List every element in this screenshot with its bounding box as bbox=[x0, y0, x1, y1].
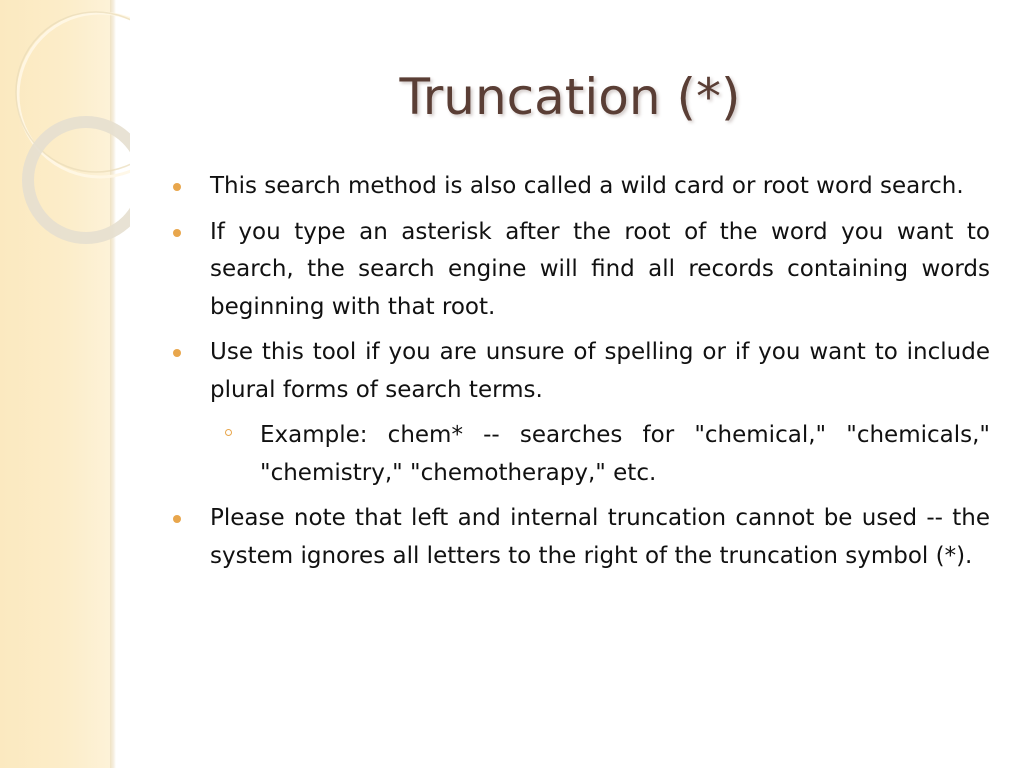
bullet-item bbox=[166, 214, 990, 327]
bullet-dot bbox=[173, 229, 181, 237]
bullet-dot bbox=[173, 349, 181, 357]
bullet-text: If you type an asterisk after the root of the word you want to search, the search engine will find all records containing words beginning with that root. bbox=[210, 218, 990, 320]
decorative-ring-small bbox=[28, 122, 130, 238]
bullet-dot bbox=[173, 515, 181, 523]
bullet-dot bbox=[173, 183, 181, 191]
bullet-text: This search method is also called a wild card or root word search. bbox=[210, 173, 964, 199]
bullet-item bbox=[166, 500, 990, 575]
slide-title: Truncation (*) bbox=[399, 68, 741, 126]
bullet-list bbox=[166, 168, 990, 583]
bullet-text: Use this tool if you are unsure of spelling or if you want to include plural forms of search terms. bbox=[210, 339, 990, 403]
bullet-item bbox=[166, 168, 990, 206]
decorative-circles bbox=[0, 0, 130, 260]
sub-bullet-item bbox=[166, 417, 990, 492]
sub-bullet-text: Example: chem* -- searches for "chemical," "chemicals," "chemistry," "chemotherapy," etc. bbox=[260, 422, 990, 486]
bullet-item bbox=[166, 334, 990, 409]
bullet-text: Please note that left and internal truncation cannot be used -- the system ignores all letters to the right of the truncation symbol (*). bbox=[210, 505, 990, 569]
sub-bullet-ring bbox=[225, 429, 232, 436]
